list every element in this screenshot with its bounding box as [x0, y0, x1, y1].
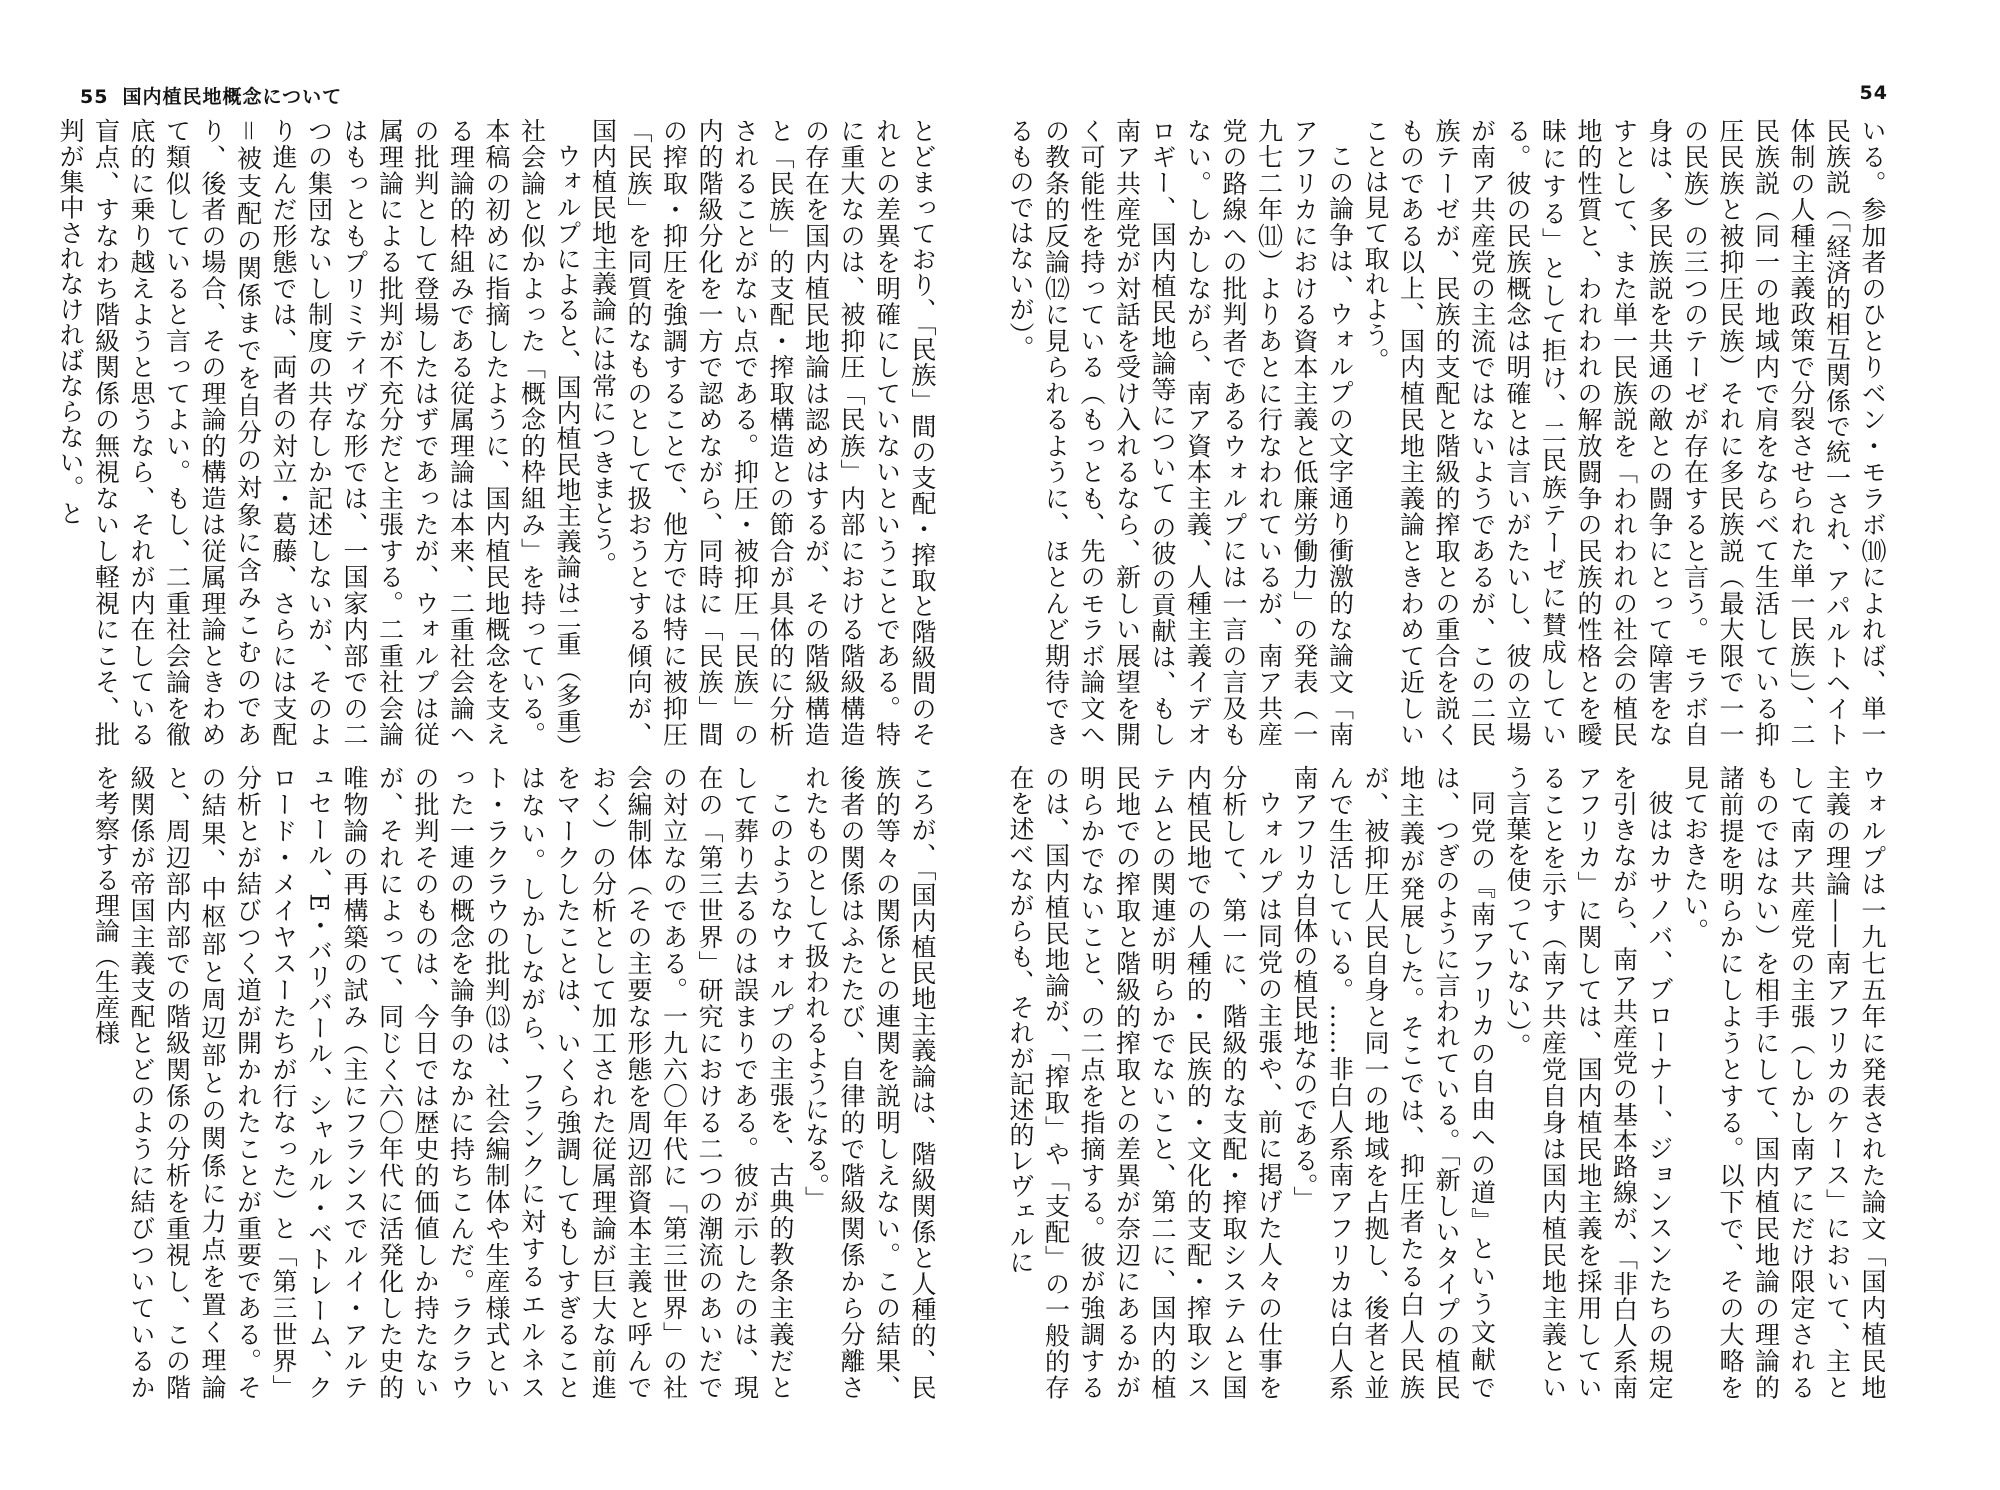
paragraph: このようなウォルプの主張を、古典的教条主義だとして葬り去るのは誤まりである。彼が示したのは、現在の「第三世界」研究における二つの潮流のあいだでの対立なのである。一九六〇年代に「第三世界」の社会編制体（その主要な形態を周辺部資本主義と呼んでおく）の分析として加工された従属理論が巨大な前進をマークしたことは、いくら強調してもしすぎることはない。しかしながら、フランクに対するエルネスト・ラクラウの批判⒀は、社会編制体や生産様式といった一連の概念を論争のなかに持ちこんだ。ラクラウの批判そのものは、今日では歴史的価値しか持たないが、それによって、同じく六〇年代に活発化した史的唯物論の再構築の試み（主にフランスでルイ・アルテュセール、E・バリバール、シャルル・ベトレーム、クロード・メイヤスーたちが行なった）と「第三世界」分析とが結びつく道が開かれたことが重要である。その結果、中枢部と周辺部との関係に力点を置く理論と、周辺部内部での階級関係の分析を重視し、この階級関係が帝国主義支配とどのように結びついているかを考察する理論（生産様 — [91, 765, 795, 1400]
right-lower-text-block — [1006, 765, 1890, 1400]
right-upper-text-block — [1006, 118, 1890, 748]
paragraph: いる。参加者のひとりベン・モラボ⑽によれば、単一民族説（「経済的相互関係で統一され、アパルトヘイト体制の人種主義政策で分裂させられた単一民族」）、二民族説（同一の地域内で肩をならべて生活している抑圧民族と被抑圧民族）それに多民族説（最大限で一一の民族）の三つのテーゼが存在すると言う。モラボ自身は、多民族説を共通の敵との闘争にとって障害をなすとして、また単一民族説を「われわれの社会の植民地的性質と、われわれの解放闘争の民族的性格とを曖昧にする」として拒け、二民族テーゼに賛成している。彼の民族概念は明確とは言いがたいし、彼の立場が南ア共産党の主流ではないようであるが、この二民族テーゼが、民族的支配と階級的搾取との重合を説くものである以上、国内植民地主義論ときわめて近しいことは見て取れよう。 — [1361, 118, 1887, 747]
paragraph: ウォルプは一九七五年に発表された論文「国内植民地主義の理論——南アフリカのケース」において、主として南ア共産党の主張（しかし南アにだけ限定されるものではない）を相手にして、国内植民地論の理論的諸前提を明らかにしようとする。以下で、その大略を見ておきたい。 — [1680, 765, 1887, 1400]
right-page-header — [1860, 82, 1888, 104]
left-upper-text-block — [56, 118, 940, 747]
left-lower-text-block — [80, 765, 940, 1400]
paragraph: ウォルプによると、国内植民地主義論は二重（多重）社会論と似かよった「概念的枠組み」を持っている。本稿の初めに指摘したように、国内植民地概念を支える理論的枠組みである従属理論は本来、二重社会論への批判として登場したはずであったが、ウォルプは従属理論による批判が不充分だと主張する。二重社会論はもっともプリミティヴな形では、一国家内部での二つの集団ないし制度の共存しか記述しないが、そのより進んだ形態では、両者の対立・葛藤、さらには支配＝被支配の関係までを自分の対象に含みこむのであり、後者の場合、その理論的構造は従属理論ときわめて類似していると言ってよい。もし、二重社会論を徹底的に乗り越えようと思うなら、それが内在している盲点、すなわち階級関係の無視ないし軽視にこそ、批判が集中されなければならない。と — [56, 118, 582, 747]
paragraph: ウォルプは同党の主張や、前に掲げた人々の仕事を分析して、第一に、階級的な支配・搾取システムと国内植民地での人種的・民族的・文化的支配・搾取システムとの関連が明らかでないこと、第二に、国内的植民地での搾取と階級的搾取との差異が奈辺にあるかが明らかでないこと、の二点を指摘する。彼が強調するのは、国内植民地論が、「搾取」や「支配」の一般的存在を述べながらも、それが記述的レヴェルに — [1006, 765, 1284, 1400]
paragraph: とどまっており、「民族」間の支配・搾取と階級間のそれとの差異を明確にしていないということである。特に重大なのは、被抑圧「民族」内部における階級構造の存在を国内植民地論は認めはするが、その階級構造と「民族」的支配・搾取構造との節合が具体的に分析されることがない点である。抑圧・被抑圧「民族」の内的階級分化を一方で認めながら、同時に「民族」間の搾取・抑圧を強調することで、他方では特に被抑圧「民族」を同質的なものとして扱おうとする傾向が、国内植民地主義論には常につきまとう。 — [588, 118, 937, 747]
right-page — [1000, 0, 2000, 1490]
paragraph: この論争は、ウォルプの文字通り衝激的な論文「南アフリカにおける資本主義と低廉労働力」の発表（一九七二年⑾）よりあとに行なわれているが、南ア共産党の路線への批判者であるウォルプには一言の言及もない。しかしながら、南ア資本主義、人種主義イデオロギー、国内植民地論等について の彼の貢献は、もし南ア共産党が対話を受け入れるなら、新しい展望を開く可能性を持っている（もっとも、先のモラボ論文への教条的反論⑿に見られるように、ほとんど期待できるものではないが）。 — [1006, 118, 1355, 748]
right-page-number: 54 — [1859, 82, 1888, 104]
paragraph: ころが、「国内植民地主義論は、階級関係と人種的、民族的等々の関係との連関を説明しえない。この結果、後者の関係はふたたび、自律的で階級関係から分離されたものとして扱われるようになる。」 — [801, 765, 937, 1400]
paragraph: 彼はカサノバ、ブローナー、ジョンスンたちの規定を引きながら、南ア共産党の基本路線が、「非白人系南アフリカ」に関しては、国内植民地主義を採用していることを示す（南ア共産党自身は国内植民地主義という言葉を使っていない）。 — [1503, 765, 1674, 1400]
paragraph: 同党の『南アフリカの自由への道』という文献では、つぎのように言われている。「新しいタイプの植民地主義が発展した。そこでは、抑圧者たる白人民族が、被抑圧人民自身と同一の地域を占拠し、後者と並んで生活している。……非白人系南アフリカは白人系南アフリカ自体の植民地なのである。」 — [1290, 765, 1497, 1400]
left-page-header — [80, 82, 342, 109]
left-page-number: 55 — [80, 86, 109, 108]
running-title: 国内植民地概念について — [122, 86, 343, 108]
